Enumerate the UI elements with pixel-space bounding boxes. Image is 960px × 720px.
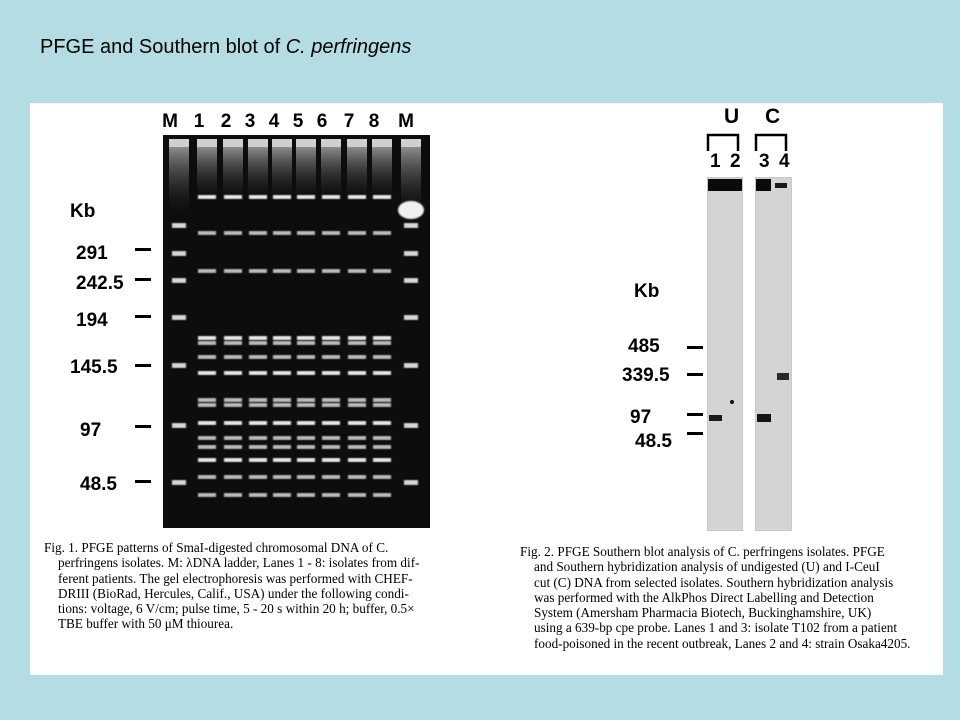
gel-band bbox=[373, 398, 391, 402]
gel-band bbox=[198, 355, 216, 359]
fig2-marker-97: 97 bbox=[630, 407, 652, 428]
gel-band bbox=[249, 336, 267, 340]
gel-band bbox=[273, 475, 291, 479]
gel-band bbox=[404, 223, 418, 228]
gel-band bbox=[348, 445, 366, 449]
gel-band bbox=[348, 436, 366, 440]
gel-well bbox=[372, 139, 392, 147]
gel-band bbox=[198, 231, 216, 235]
gel-band bbox=[322, 458, 340, 462]
gel-band bbox=[172, 223, 186, 228]
lane-label-4: 4 bbox=[268, 111, 280, 132]
gel-band bbox=[373, 269, 391, 273]
gel-band bbox=[348, 475, 366, 479]
gel-band bbox=[322, 421, 340, 425]
southern-blot-strip-u bbox=[707, 177, 743, 531]
fig2-kb-label: Kb bbox=[634, 281, 660, 302]
pfge-gel-image bbox=[163, 135, 430, 528]
gel-well bbox=[347, 139, 367, 147]
gel-band bbox=[297, 493, 315, 497]
gel-well bbox=[296, 139, 316, 147]
gel-lane-smear bbox=[347, 147, 367, 202]
gel-well bbox=[321, 139, 341, 147]
gel-band bbox=[224, 336, 242, 340]
fig2-tick-339-5 bbox=[687, 373, 703, 376]
gel-band bbox=[249, 231, 267, 235]
gel-band bbox=[322, 355, 340, 359]
gel-band bbox=[249, 269, 267, 273]
gel-band bbox=[198, 493, 216, 497]
gel-band bbox=[348, 355, 366, 359]
gel-band bbox=[198, 341, 216, 345]
gel-band bbox=[404, 480, 418, 485]
gel-band bbox=[273, 371, 291, 375]
gel-band bbox=[198, 403, 216, 407]
gel-band bbox=[224, 398, 242, 402]
gel-well bbox=[223, 139, 243, 147]
gel-band bbox=[224, 355, 242, 359]
lane-label-7: 7 bbox=[343, 111, 355, 132]
gel-band bbox=[348, 403, 366, 407]
gel-band bbox=[322, 231, 340, 235]
gel-band bbox=[273, 493, 291, 497]
gel-band bbox=[322, 336, 340, 340]
lane-label-2: 2 bbox=[220, 111, 232, 132]
gel-band bbox=[297, 403, 315, 407]
fig1-tick-97 bbox=[135, 425, 151, 428]
gel-band bbox=[172, 423, 186, 428]
gel-band bbox=[249, 421, 267, 425]
gel-band bbox=[198, 336, 216, 340]
gel-band bbox=[348, 231, 366, 235]
fig2-caption-line: Fig. 2. PFGE Southern blot analysis of C. perfringens isolates. PFGE bbox=[520, 544, 885, 559]
gel-band bbox=[348, 458, 366, 462]
gel-band bbox=[348, 269, 366, 273]
southern-blot-strip-c bbox=[755, 177, 792, 531]
gel-band bbox=[322, 398, 340, 402]
gel-band bbox=[373, 195, 391, 199]
fig2-lane-4: 4 bbox=[779, 151, 790, 172]
gel-band bbox=[373, 336, 391, 340]
gel-band bbox=[249, 398, 267, 402]
lane-label-1: 1 bbox=[193, 111, 205, 132]
fig2-caption-line: and Southern hybridization analysis of undigested (U) and I-CeuI bbox=[534, 559, 880, 575]
fig2-caption-line: cut (C) DNA from selected isolates. Southern hybridization analysis bbox=[534, 574, 894, 590]
gel-band bbox=[373, 475, 391, 479]
gel-band bbox=[348, 195, 366, 199]
fig2-tick-48-5 bbox=[687, 432, 703, 435]
fig2-lane-2: 2 bbox=[730, 151, 741, 172]
gel-band bbox=[249, 493, 267, 497]
fig2-lane-1: 1 bbox=[710, 151, 721, 172]
gel-band bbox=[273, 269, 291, 273]
gel-band bbox=[322, 195, 340, 199]
gel-band bbox=[224, 445, 242, 449]
gel-band bbox=[322, 436, 340, 440]
gel-lane-smear bbox=[321, 147, 341, 202]
gel-band bbox=[273, 458, 291, 462]
fig1-caption bbox=[44, 540, 470, 632]
fig1-tick-145-5 bbox=[135, 364, 151, 367]
fig2-marker-485: 485 bbox=[628, 336, 660, 357]
gel-band bbox=[273, 445, 291, 449]
fig1-marker-291: 291 bbox=[76, 243, 108, 264]
gel-band bbox=[198, 195, 216, 199]
gel-band bbox=[348, 421, 366, 425]
gel-band bbox=[322, 493, 340, 497]
gel-band bbox=[198, 421, 216, 425]
fig2-group-c: C bbox=[765, 105, 781, 128]
gel-band bbox=[322, 445, 340, 449]
gel-band bbox=[249, 371, 267, 375]
gel-band bbox=[322, 403, 340, 407]
gel-band bbox=[249, 341, 267, 345]
gel-band bbox=[224, 421, 242, 425]
slide-title-text: PFGE and Southern blot of bbox=[40, 36, 286, 58]
gel-band bbox=[172, 480, 186, 485]
gel-band bbox=[297, 341, 315, 345]
gel-band bbox=[224, 493, 242, 497]
fig1-kb-label: Kb bbox=[70, 201, 96, 222]
lane-label-3: 3 bbox=[244, 111, 256, 132]
gel-band bbox=[404, 278, 418, 283]
gel-band bbox=[373, 421, 391, 425]
fig1-caption-line: ferent patients. The gel electrophoresis was performed with CHEF- bbox=[58, 570, 413, 586]
gel-band bbox=[198, 458, 216, 462]
gel-band bbox=[373, 493, 391, 497]
gel-band bbox=[172, 251, 186, 256]
gel-lane-smear bbox=[272, 147, 292, 202]
fig2-marker-339-5: 339.5 bbox=[622, 365, 670, 386]
gel-band bbox=[348, 493, 366, 497]
gel-lane-smear bbox=[197, 147, 217, 202]
gel-band bbox=[198, 398, 216, 402]
pfge-gel-bands bbox=[163, 135, 430, 528]
fig2-marker-48-5: 48.5 bbox=[635, 431, 672, 452]
gel-band bbox=[249, 195, 267, 199]
fig1-tick-242-5 bbox=[135, 278, 151, 281]
gel-well bbox=[248, 139, 268, 147]
gel-band bbox=[273, 355, 291, 359]
gel-band bbox=[297, 475, 315, 479]
gel-band bbox=[224, 371, 242, 375]
gel-band bbox=[249, 445, 267, 449]
gel-band bbox=[348, 371, 366, 375]
blot-strip-u-bands bbox=[707, 177, 743, 531]
gel-band bbox=[273, 195, 291, 199]
gel-band bbox=[297, 195, 315, 199]
fig2-caption-line: was performed with the AlkPhos Direct Labelling and Detection bbox=[534, 589, 874, 605]
gel-band bbox=[249, 355, 267, 359]
gel-band bbox=[322, 371, 340, 375]
fig2-group-brackets bbox=[702, 131, 792, 153]
gel-band bbox=[297, 398, 315, 402]
fig1-caption-line: Fig. 1. PFGE patterns of SmaI-digested chromosomal DNA of C. bbox=[44, 540, 389, 555]
gel-lane-labels bbox=[162, 111, 447, 135]
gel-band bbox=[404, 423, 418, 428]
gel-band bbox=[297, 421, 315, 425]
gel-band bbox=[198, 371, 216, 375]
fig1-marker-48-5: 48.5 bbox=[80, 474, 117, 495]
gel-band bbox=[249, 403, 267, 407]
fig1-tick-291 bbox=[135, 248, 151, 251]
fig1-caption-line: DRIII (BioRad, Hercules, Calif., USA) under the following condi- bbox=[58, 585, 409, 601]
gel-band bbox=[172, 363, 186, 368]
fig1-caption-line: TBE buffer with 50 μM thiourea. bbox=[58, 616, 234, 632]
gel-band bbox=[224, 195, 242, 199]
lane-label-m-left: M bbox=[162, 111, 178, 132]
paper-page bbox=[30, 103, 943, 675]
gel-band bbox=[249, 475, 267, 479]
gel-lane-smear bbox=[296, 147, 316, 202]
gel-band bbox=[373, 231, 391, 235]
fig1-marker-97: 97 bbox=[80, 420, 102, 441]
gel-lane-smear bbox=[223, 147, 243, 202]
gel-band bbox=[373, 341, 391, 345]
gel-band bbox=[348, 336, 366, 340]
gel-band bbox=[373, 458, 391, 462]
fig1-caption-line: perfringens isolates. M: λDNA ladder, Lanes 1 - 8: isolates from dif- bbox=[58, 555, 420, 571]
gel-lane-smear bbox=[248, 147, 268, 202]
lane-label-m-right: M bbox=[398, 111, 414, 132]
lane-label-8: 8 bbox=[368, 111, 380, 132]
gel-band bbox=[198, 436, 216, 440]
fig2-caption bbox=[520, 544, 938, 651]
fig1-marker-145-5: 145.5 bbox=[70, 357, 118, 378]
gel-lane-smear bbox=[169, 147, 189, 217]
gel-band bbox=[322, 341, 340, 345]
fig1-marker-194: 194 bbox=[76, 310, 108, 331]
gel-band bbox=[322, 475, 340, 479]
gel-band bbox=[297, 436, 315, 440]
fig1-tick-48-5 bbox=[135, 480, 151, 483]
gel-well bbox=[272, 139, 292, 147]
gel-band bbox=[198, 445, 216, 449]
gel-band bbox=[348, 398, 366, 402]
gel-band bbox=[198, 475, 216, 479]
fig2-caption-line: using a 639-bp cpe probe. Lanes 1 and 3: isolate T102 from a patient bbox=[534, 620, 898, 636]
gel-band bbox=[373, 436, 391, 440]
gel-band bbox=[249, 458, 267, 462]
slide-title-species: C. perfringens bbox=[285, 36, 412, 58]
gel-band bbox=[348, 341, 366, 345]
gel-band bbox=[297, 231, 315, 235]
gel-band bbox=[273, 398, 291, 402]
gel-band bbox=[172, 278, 186, 283]
gel-band bbox=[297, 355, 315, 359]
gel-band bbox=[249, 436, 267, 440]
gel-band bbox=[404, 315, 418, 320]
gel-band bbox=[297, 445, 315, 449]
fig1-marker-242-5: 242.5 bbox=[76, 273, 124, 294]
gel-well bbox=[169, 139, 189, 147]
gel-band bbox=[224, 436, 242, 440]
gel-band bbox=[224, 269, 242, 273]
gel-band bbox=[297, 336, 315, 340]
gel-band bbox=[273, 341, 291, 345]
gel-band bbox=[297, 458, 315, 462]
gel-band bbox=[224, 231, 242, 235]
gel-well bbox=[197, 139, 217, 147]
slide-title bbox=[40, 36, 411, 59]
gel-band bbox=[273, 336, 291, 340]
gel-compression-band bbox=[398, 201, 424, 219]
fig2-group-u: U bbox=[724, 105, 740, 128]
gel-band bbox=[373, 403, 391, 407]
blot-strip-c-bands bbox=[755, 177, 792, 531]
gel-band bbox=[273, 421, 291, 425]
gel-band bbox=[172, 315, 186, 320]
lane-label-5: 5 bbox=[292, 111, 304, 132]
gel-band bbox=[404, 363, 418, 368]
fig2-caption-line: food-poisoned in the recent outbreak, Lanes 2 and 4: strain Osaka4205. bbox=[534, 635, 911, 651]
gel-band bbox=[297, 371, 315, 375]
gel-lane-smear bbox=[372, 147, 392, 202]
gel-band bbox=[297, 269, 315, 273]
fig1-caption-line: tions: voltage, 6 V/cm; pulse time, 5 - 20 s within 20 h; buffer, 0.5× bbox=[58, 601, 415, 617]
gel-band bbox=[373, 371, 391, 375]
gel-band bbox=[198, 269, 216, 273]
gel-band bbox=[224, 458, 242, 462]
gel-band bbox=[273, 436, 291, 440]
gel-band bbox=[224, 341, 242, 345]
gel-band bbox=[224, 403, 242, 407]
lane-label-6: 6 bbox=[316, 111, 328, 132]
gel-band bbox=[322, 269, 340, 273]
gel-band bbox=[404, 251, 418, 256]
gel-well bbox=[401, 139, 421, 147]
gel-band bbox=[273, 231, 291, 235]
fig1-tick-194 bbox=[135, 315, 151, 318]
fig2-tick-97 bbox=[687, 413, 703, 416]
gel-band bbox=[224, 475, 242, 479]
gel-band bbox=[373, 445, 391, 449]
fig2-tick-485 bbox=[687, 346, 703, 349]
fig2-caption-line: System (Amersham Pharmacia Biotech, Buckinghamshire, UK) bbox=[534, 605, 872, 621]
fig2-lane-3: 3 bbox=[759, 151, 770, 172]
gel-band bbox=[273, 403, 291, 407]
gel-band bbox=[373, 355, 391, 359]
